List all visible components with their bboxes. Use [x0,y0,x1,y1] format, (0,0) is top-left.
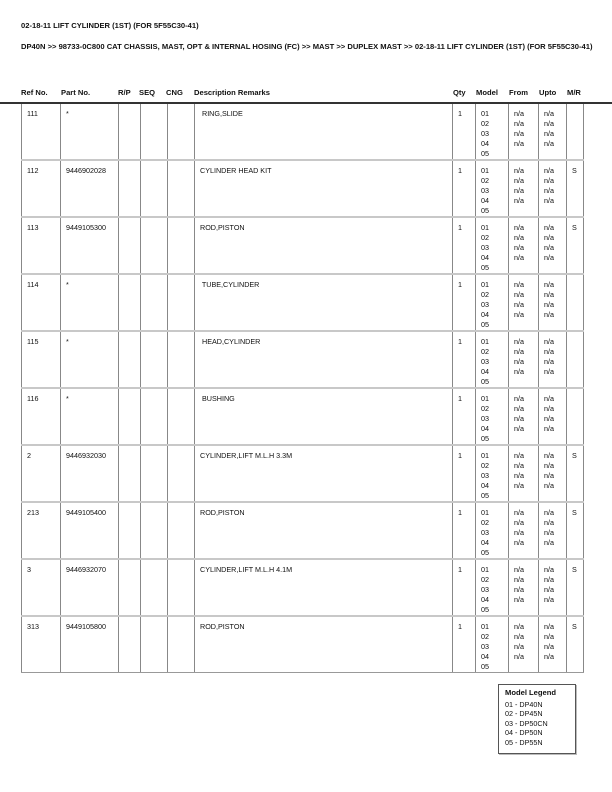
from-value: n/a [514,176,524,185]
cng-cell [168,388,195,445]
model-code: 01 [481,280,489,289]
model-code: 04 [481,310,489,319]
from-value: n/a [514,642,524,651]
ref-cell: 114 [22,274,61,331]
from-value: n/a [514,166,524,175]
description-cell: HEAD,CYLINDER [195,331,453,388]
model-cell [476,388,509,445]
column-header-seq: SEQ [139,88,156,97]
table-row [22,217,584,274]
model-code: 02 [481,233,489,242]
model-code: 05 [481,491,489,500]
from-value: n/a [514,129,524,138]
table-row [22,559,584,616]
description-cell: CYLINDER,LIFT M.L.H 4.1M [195,559,453,616]
model-code: 04 [481,652,489,661]
ref-cell: 213 [22,502,61,559]
from-cell [509,104,539,160]
model-code: 01 [481,223,489,232]
rp-cell [119,559,141,616]
mr-cell: S [567,616,584,673]
from-value: n/a [514,414,524,423]
seq-cell [141,331,168,388]
upto-value: n/a [544,109,554,118]
from-cell [509,616,539,673]
from-value: n/a [514,622,524,631]
model-cell [476,445,509,502]
upto-cell [539,217,567,274]
mr-cell [567,274,584,331]
table-row [22,445,584,502]
upto-value: n/a [544,337,554,346]
rp-cell [119,445,141,502]
table-row [22,274,584,331]
rp-cell [119,616,141,673]
model-code: 03 [481,129,489,138]
upto-value: n/a [544,451,554,460]
from-value: n/a [514,595,524,604]
cng-cell [168,502,195,559]
upto-value: n/a [544,290,554,299]
description-cell: ROD,PISTON [195,217,453,274]
mr-cell [567,388,584,445]
upto-value: n/a [544,253,554,262]
from-value: n/a [514,585,524,594]
cng-cell [168,331,195,388]
model-cell [476,331,509,388]
model-code: 02 [481,404,489,413]
seq-cell [141,274,168,331]
from-value: n/a [514,528,524,537]
table-row [22,388,584,445]
model-cell [476,559,509,616]
from-cell [509,559,539,616]
model-code: 05 [481,206,489,215]
upto-cell [539,104,567,160]
model-code: 04 [481,481,489,490]
upto-value: n/a [544,585,554,594]
column-header-cng: CNG [166,88,183,97]
upto-value: n/a [544,595,554,604]
from-value: n/a [514,471,524,480]
rp-cell [119,274,141,331]
upto-value: n/a [544,461,554,470]
model-legend-item: 04 - DP50N [505,728,543,738]
upto-cell [539,502,567,559]
from-value: n/a [514,461,524,470]
part-number-cell: * [61,331,119,388]
model-code: 03 [481,471,489,480]
model-code: 03 [481,243,489,252]
upto-value: n/a [544,129,554,138]
from-value: n/a [514,119,524,128]
rp-cell [119,104,141,160]
description-cell: BUSHING [195,388,453,445]
upto-value: n/a [544,300,554,309]
upto-value: n/a [544,310,554,319]
upto-value: n/a [544,223,554,232]
upto-cell [539,616,567,673]
table-row [22,331,584,388]
upto-value: n/a [544,575,554,584]
model-code: 01 [481,394,489,403]
from-cell [509,217,539,274]
from-value: n/a [514,196,524,205]
qty-cell: 1 [453,104,476,160]
qty-cell: 1 [453,616,476,673]
description-cell: CYLINDER HEAD KIT [195,160,453,217]
upto-value: n/a [544,652,554,661]
from-value: n/a [514,404,524,413]
from-value: n/a [514,347,524,356]
model-code: 01 [481,451,489,460]
table-row [22,104,584,160]
model-code: 01 [481,166,489,175]
table-row [22,160,584,217]
model-cell [476,104,509,160]
model-code: 04 [481,196,489,205]
column-header-part: Part No. [61,88,91,97]
breadcrumb: DP40N >> 98733-0C800 CAT CHASSIS, MAST, OPT & INTERNAL HOSING (FC) >> MAST >> DUPLEX MAST >> 02-18-11 LIFT CYLINDER (1ST) (FOR 5F55C30-41) [21,42,593,51]
seq-cell [141,104,168,160]
model-legend [498,684,576,754]
model-cell [476,274,509,331]
description-cell: ROD,PISTON [195,502,453,559]
table-row [22,616,584,673]
from-cell [509,160,539,217]
seq-cell [141,616,168,673]
description-cell: TUBE,CYLINDER [195,274,453,331]
qty-cell: 1 [453,502,476,559]
column-header-from: From [509,88,528,97]
model-code: 03 [481,414,489,423]
qty-cell: 1 [453,160,476,217]
part-number-cell: 9446932030 [61,445,119,502]
page-title: 02-18-11 LIFT CYLINDER (1ST) (FOR 5F55C30-41) [21,21,199,30]
model-code: 05 [481,149,489,158]
upto-value: n/a [544,622,554,631]
model-legend-title: Model Legend [505,688,557,697]
cng-cell [168,104,195,160]
from-value: n/a [514,139,524,148]
mr-cell [567,331,584,388]
model-cell [476,502,509,559]
upto-value: n/a [544,632,554,641]
upto-value: n/a [544,404,554,413]
from-value: n/a [514,337,524,346]
upto-value: n/a [544,367,554,376]
from-value: n/a [514,243,524,252]
upto-value: n/a [544,538,554,547]
column-header-ref: Ref No. [21,88,48,97]
from-cell [509,388,539,445]
mr-cell: S [567,445,584,502]
model-code: 03 [481,528,489,537]
from-cell [509,274,539,331]
from-value: n/a [514,424,524,433]
from-value: n/a [514,367,524,376]
description-cell: RING,SLIDE [195,104,453,160]
seq-cell [141,445,168,502]
model-code: 05 [481,377,489,386]
upto-value: n/a [544,166,554,175]
seq-cell [141,502,168,559]
from-value: n/a [514,253,524,262]
ref-cell: 111 [22,104,61,160]
model-code: 03 [481,357,489,366]
seq-cell [141,217,168,274]
model-legend-item: 01 - DP40N [505,699,543,709]
upto-value: n/a [544,243,554,252]
model-cell [476,217,509,274]
model-code: 04 [481,424,489,433]
mr-cell [567,104,584,160]
upto-cell [539,331,567,388]
from-value: n/a [514,357,524,366]
model-code: 02 [481,461,489,470]
from-value: n/a [514,300,524,309]
ref-cell: 2 [22,445,61,502]
model-code: 04 [481,538,489,547]
upto-value: n/a [544,347,554,356]
cng-cell [168,616,195,673]
model-code: 01 [481,622,489,631]
upto-value: n/a [544,357,554,366]
model-code: 04 [481,253,489,262]
from-value: n/a [514,575,524,584]
from-value: n/a [514,632,524,641]
from-value: n/a [514,481,524,490]
part-number-cell: * [61,274,119,331]
upto-value: n/a [544,394,554,403]
part-number-cell: 9449105400 [61,502,119,559]
from-value: n/a [514,518,524,527]
part-number-cell: 9446932070 [61,559,119,616]
part-number-cell: 9449105800 [61,616,119,673]
model-code: 03 [481,642,489,651]
rp-cell [119,331,141,388]
from-value: n/a [514,565,524,574]
upto-value: n/a [544,471,554,480]
rp-cell [119,160,141,217]
ref-cell: 116 [22,388,61,445]
upto-value: n/a [544,481,554,490]
model-legend-item: 02 - DP45N [505,709,543,719]
qty-cell: 1 [453,559,476,616]
from-value: n/a [514,394,524,403]
column-header-upto: Upto [539,88,557,97]
model-code: 02 [481,119,489,128]
qty-cell: 1 [453,445,476,502]
upto-value: n/a [544,414,554,423]
model-cell [476,160,509,217]
from-value: n/a [514,310,524,319]
from-value: n/a [514,186,524,195]
upto-value: n/a [544,642,554,651]
qty-cell: 1 [453,388,476,445]
cng-cell [168,559,195,616]
model-code: 04 [481,367,489,376]
upto-cell [539,388,567,445]
part-number-cell: * [61,388,119,445]
mr-cell: S [567,502,584,559]
ref-cell: 115 [22,331,61,388]
from-value: n/a [514,538,524,547]
model-code: 01 [481,565,489,574]
qty-cell: 1 [453,274,476,331]
cng-cell [168,217,195,274]
model-code: 02 [481,290,489,299]
qty-cell: 1 [453,331,476,388]
from-value: n/a [514,280,524,289]
ref-cell: 113 [22,217,61,274]
column-header-qty: Qty [453,88,466,97]
ref-cell: 313 [22,616,61,673]
description-cell: ROD,PISTON [195,616,453,673]
cng-cell [168,274,195,331]
seq-cell [141,559,168,616]
upto-value: n/a [544,119,554,128]
upto-value: n/a [544,424,554,433]
seq-cell [141,388,168,445]
upto-value: n/a [544,176,554,185]
from-value: n/a [514,109,524,118]
column-header-mr: M/R [567,88,581,97]
upto-value: n/a [544,565,554,574]
model-code: 02 [481,518,489,527]
model-code: 03 [481,186,489,195]
model-code: 02 [481,575,489,584]
seq-cell [141,160,168,217]
ref-cell: 3 [22,559,61,616]
model-code: 05 [481,320,489,329]
upto-value: n/a [544,508,554,517]
column-header-rp: R/P [118,88,131,97]
model-code: 05 [481,662,489,671]
model-code: 03 [481,585,489,594]
upto-value: n/a [544,518,554,527]
from-value: n/a [514,451,524,460]
from-value: n/a [514,223,524,232]
upto-cell [539,274,567,331]
model-code: 04 [481,595,489,604]
model-code: 02 [481,347,489,356]
from-value: n/a [514,233,524,242]
model-code: 05 [481,263,489,272]
model-code: 05 [481,434,489,443]
upto-value: n/a [544,233,554,242]
description-cell: CYLINDER,LIFT M.L.H 3.3M [195,445,453,502]
model-code: 02 [481,176,489,185]
model-legend-item: 05 - DP55N [505,737,543,747]
model-code: 01 [481,508,489,517]
upto-value: n/a [544,528,554,537]
mr-cell: S [567,160,584,217]
mr-cell: S [567,217,584,274]
parts-table [21,104,584,673]
upto-value: n/a [544,280,554,289]
rp-cell [119,502,141,559]
column-header-model: Model [476,88,498,97]
model-code: 03 [481,300,489,309]
model-code: 05 [481,605,489,614]
from-value: n/a [514,508,524,517]
table-row [22,502,584,559]
part-number-cell: * [61,104,119,160]
column-header-desc: Description Remarks [194,88,270,97]
upto-value: n/a [544,139,554,148]
qty-cell: 1 [453,217,476,274]
model-cell [476,616,509,673]
ref-cell: 112 [22,160,61,217]
model-code: 02 [481,632,489,641]
part-number-cell: 9449105300 [61,217,119,274]
model-code: 05 [481,548,489,557]
model-legend-item: 03 - DP50CN [505,718,548,728]
rp-cell [119,388,141,445]
from-cell [509,331,539,388]
cng-cell [168,445,195,502]
rp-cell [119,217,141,274]
from-cell [509,502,539,559]
model-code: 04 [481,139,489,148]
part-number-cell: 9446902028 [61,160,119,217]
from-cell [509,445,539,502]
from-value: n/a [514,652,524,661]
from-value: n/a [514,290,524,299]
model-code: 01 [481,337,489,346]
upto-value: n/a [544,196,554,205]
upto-value: n/a [544,186,554,195]
model-code: 01 [481,109,489,118]
upto-cell [539,160,567,217]
cng-cell [168,160,195,217]
upto-cell [539,445,567,502]
upto-cell [539,559,567,616]
mr-cell: S [567,559,584,616]
